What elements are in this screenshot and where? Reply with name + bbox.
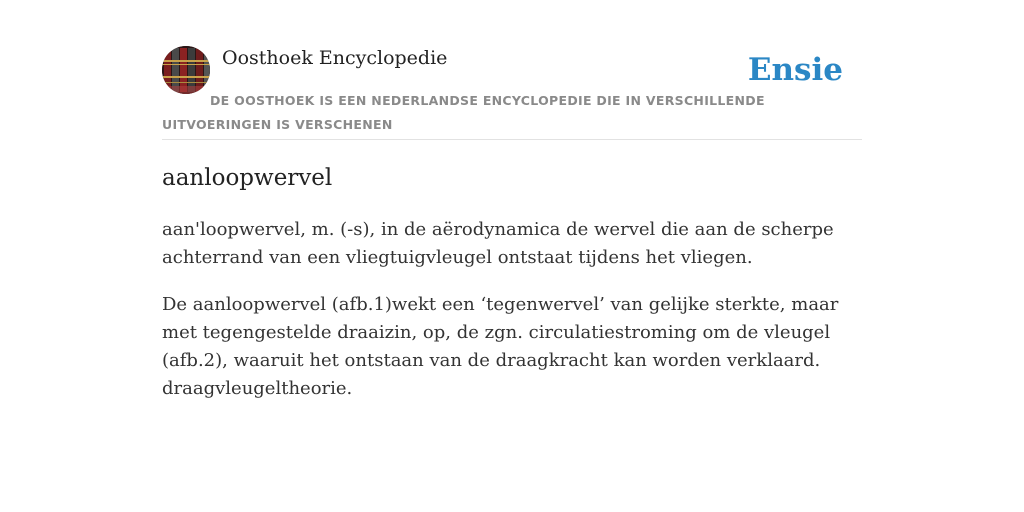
article-paragraph: aan'loopwervel, m. (-s), in de aërodynamica de wervel die aan de scherpe achterrand van een vliegtuigvleugel ontstaat tijdens het vliegen.: [162, 219, 834, 268]
site-tagline: DE OOSTHOEK IS EEN NEDERLANDSE ENCYCLOPEDIE DIE IN VERSCHILLENDE UITVOERINGEN IS VERSCHENEN: [162, 93, 765, 132]
bookshelf-icon[interactable]: [162, 46, 210, 94]
article-paragraph: De aanloopwervel (afb.1)wekt een ‘tegenwervel’ van gelijke sterkte, maar met tegengestelde draaizin, op, de zgn. circulatiestroming om de vleugel (afb.2), waaruit het ontstaan van de draagkracht kan worden verklaard. draagvleugeltheorie.: [162, 294, 839, 399]
site-title[interactable]: Oosthoek Encyclopedie: [222, 47, 448, 69]
site-header: [162, 46, 862, 140]
ensie-logo-link[interactable]: Ensie: [747, 52, 843, 88]
article: [162, 162, 862, 403]
article-headword: aanloopwervel: [162, 165, 333, 191]
